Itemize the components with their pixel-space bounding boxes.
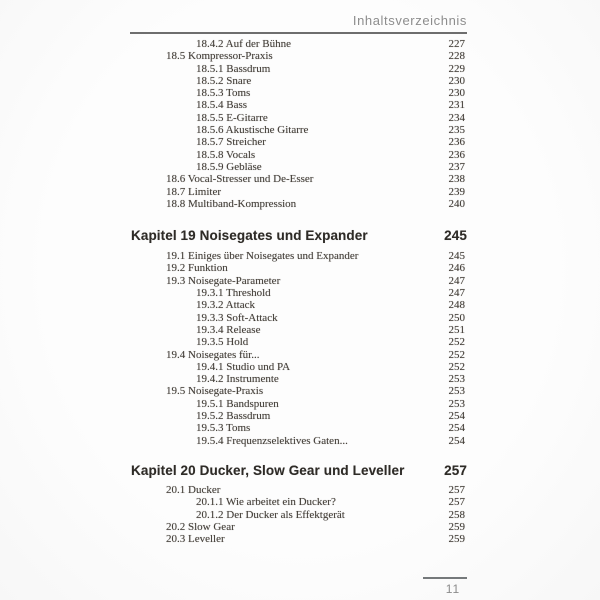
toc-entry <box>131 422 467 434</box>
toc-entry <box>131 50 467 62</box>
toc-entry-label: 19.5.4 Frequenzselektives Gaten... <box>196 434 348 447</box>
toc-entry-label: 19.3.2 Attack <box>196 299 255 312</box>
toc-entry <box>131 38 467 50</box>
toc-entry-label: 18.5.4 Bass <box>196 99 248 112</box>
toc-chapter-heading <box>131 227 467 244</box>
page-number: 11 <box>445 582 461 596</box>
toc-chapter-heading <box>131 462 467 479</box>
toc-entry-label: 19.3.4 Release <box>196 323 261 336</box>
toc-entry <box>131 410 467 422</box>
toc-entry-label: 19.4.2 Instrumente <box>196 373 279 386</box>
toc-entry-page: 229 <box>448 62 465 75</box>
toc-entry-page: 259 <box>448 520 465 533</box>
toc-entry-label: 18.5.8 Vocals <box>196 148 256 161</box>
toc-entry-page: 238 <box>448 173 465 186</box>
toc-entry <box>131 324 467 336</box>
toc-entry-label: 18.5.5 E-Gitarre <box>196 111 268 124</box>
toc-entry-page: 247 <box>448 287 465 300</box>
toc-entry-label: 18.5.7 Streicher <box>196 136 266 149</box>
toc-entry-label: 20.2 Slow Gear <box>166 520 235 533</box>
toc-entry-label: 19.4.1 Studio und PA <box>196 360 291 373</box>
toc-entry <box>131 161 467 173</box>
toc-entry-label: 19.3.3 Soft-Attack <box>196 311 278 324</box>
toc-entry-page: 251 <box>448 323 465 336</box>
toc-entry <box>131 149 467 161</box>
toc-entry <box>131 112 467 124</box>
toc-entry <box>131 198 467 210</box>
toc-entry-page: 259 <box>448 533 465 546</box>
toc-entry-page: 257 <box>448 496 465 509</box>
toc-entry <box>131 373 467 385</box>
toc-entry-page: 253 <box>448 397 465 410</box>
toc-entry-page: 247 <box>448 274 465 287</box>
toc-entry <box>131 63 467 75</box>
toc-entry-page: 235 <box>448 124 465 137</box>
toc-entry-page: 239 <box>448 185 465 198</box>
toc-entry <box>131 349 467 361</box>
toc-entry-label: 19.3.5 Hold <box>196 336 249 349</box>
toc-entry-page: 254 <box>448 422 465 435</box>
toc-entry <box>131 521 467 533</box>
toc-entry-label: 20.3 Leveller <box>166 533 225 546</box>
toc-entry <box>131 275 467 287</box>
toc-entry-page: 253 <box>448 373 465 386</box>
toc-entry <box>131 136 467 148</box>
toc-entry <box>131 99 467 111</box>
toc-entry-label: 18.8 Multiband-Kompression <box>166 197 297 210</box>
toc-entry <box>131 186 467 198</box>
toc-entry-page: 252 <box>448 360 465 373</box>
table-of-contents <box>131 38 467 545</box>
toc-entry <box>131 312 467 324</box>
toc-entry-page: 252 <box>448 348 465 361</box>
toc-entry-page: 227 <box>448 38 465 50</box>
toc-entry-label: 19.5.1 Bandspuren <box>196 397 279 410</box>
toc-entry-page: 253 <box>448 385 465 398</box>
toc-entry-page: 228 <box>448 50 465 63</box>
toc-entry-page: 236 <box>448 136 465 149</box>
toc-entry-page: 236 <box>448 148 465 161</box>
toc-entry <box>131 484 467 496</box>
toc-entry <box>131 509 467 521</box>
toc-entry-label: 18.5.6 Akustische Gitarre <box>196 124 309 137</box>
toc-entry-label: 18.5.2 Snare <box>196 74 252 87</box>
toc-entry-label: 19.5.2 Bassdrum <box>196 410 271 423</box>
toc-entry <box>131 299 467 311</box>
toc-entry <box>131 173 467 185</box>
toc-entry <box>131 87 467 99</box>
toc-entry-label: 18.6 Vocal-Stresser und De-Esser <box>166 173 314 186</box>
toc-entry <box>131 262 467 274</box>
toc-entry <box>131 496 467 508</box>
toc-entry-label: 18.5.3 Toms <box>196 87 251 100</box>
toc-entry-page: 254 <box>448 410 465 423</box>
toc-entry-page: 237 <box>448 160 465 173</box>
header-rule <box>130 32 467 34</box>
toc-entry <box>131 250 467 262</box>
toc-entry-page: 231 <box>448 99 465 112</box>
toc-chapter-heading-label: Kapitel 19 Noisegates und Expander <box>131 228 368 244</box>
toc-entry-label: 18.5.1 Bassdrum <box>196 62 271 75</box>
toc-entry-label: 18.5.9 Gebläse <box>196 160 262 173</box>
toc-entry-page: 240 <box>448 197 465 210</box>
toc-entry-page: 245 <box>448 250 465 263</box>
toc-entry-label: 20.1.1 Wie arbeitet ein Ducker? <box>196 496 336 509</box>
toc-entry-page: 246 <box>448 262 465 275</box>
toc-entry-page: 257 <box>448 483 465 496</box>
toc-entry <box>131 287 467 299</box>
toc-entry-page: 252 <box>448 336 465 349</box>
toc-entry-label: 19.5 Noisegate-Praxis <box>166 385 264 398</box>
toc-entry <box>131 336 467 348</box>
toc-entry <box>131 435 467 447</box>
toc-entry-page: 230 <box>448 87 465 100</box>
toc-entry <box>131 124 467 136</box>
toc-entry-label: 19.5.3 Toms <box>196 422 251 435</box>
toc-entry-label: 18.7 Limiter <box>166 185 221 198</box>
toc-entry-page: 248 <box>448 299 465 312</box>
toc-chapter-heading-label: Kapitel 20 Ducker, Slow Gear und Leveller <box>131 462 405 478</box>
toc-entry-label: 20.1.2 Der Ducker als Effektgerät <box>196 508 345 521</box>
toc-entry <box>131 533 467 545</box>
toc-entry <box>131 361 467 373</box>
toc-entry <box>131 385 467 397</box>
toc-entry-page: 234 <box>448 111 465 124</box>
toc-entry-label: 18.4.2 Auf der Bühne <box>196 38 292 50</box>
toc-entry-label: 18.5 Kompressor-Praxis <box>166 50 273 63</box>
footer-rule <box>423 577 467 579</box>
toc-entry-label: 19.1 Einiges über Noisegates und Expander <box>166 250 359 263</box>
toc-entry-label: 19.4 Noisegates für... <box>166 348 260 361</box>
toc-chapter-heading-page: 245 <box>444 228 467 244</box>
toc-entry <box>131 75 467 87</box>
toc-entry-page: 230 <box>448 74 465 87</box>
running-head: Inhaltsverzeichnis <box>352 13 467 28</box>
toc-entry-label: 20.1 Ducker <box>166 483 221 496</box>
toc-entry-label: 19.3.1 Threshold <box>196 287 271 300</box>
toc-entry-label: 19.3 Noisegate-Parameter <box>166 274 281 287</box>
toc-entry-page: 258 <box>448 508 465 521</box>
toc-entry <box>131 398 467 410</box>
toc-entry-page: 254 <box>448 434 465 447</box>
toc-entry-label: 19.2 Funktion <box>166 262 228 275</box>
toc-entry-page: 250 <box>448 311 465 324</box>
toc-chapter-heading-page: 257 <box>444 462 467 478</box>
